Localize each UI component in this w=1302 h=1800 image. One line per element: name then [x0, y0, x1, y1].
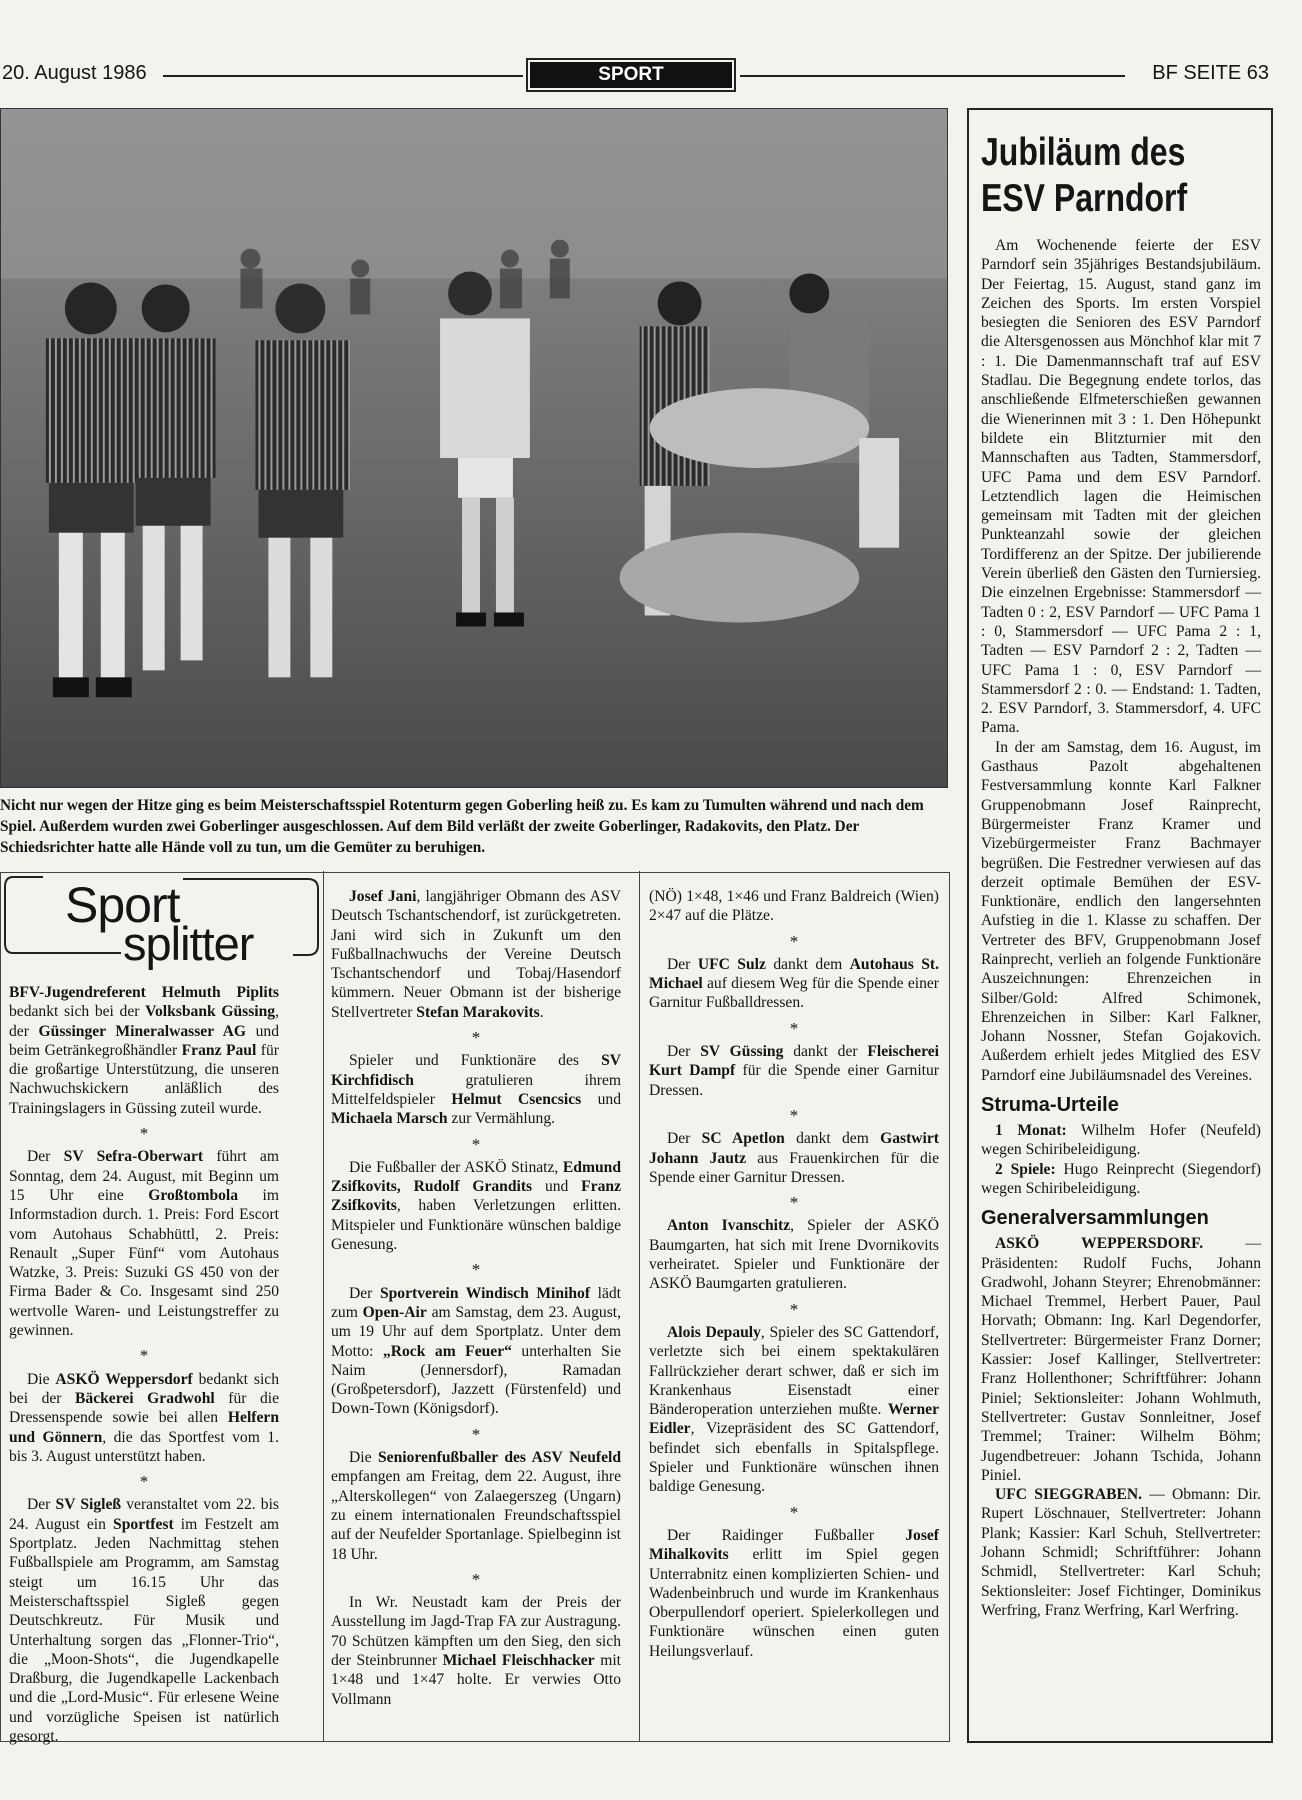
separator-star: *	[789, 1105, 799, 1125]
headline-line-1: Jubiläum des	[981, 131, 1186, 174]
article-9: Die Seniorenfußballer des ASV Neufeld empfangen am Freitag, dem 22. August, ihre „Alterskollegen“ von Zalaegerszeg (Ungarn) zu einem internationalen Freundschaftsspiel auf der Neufelder Sportanlage. Spielbeginn ist 18 Uhr.	[331, 1449, 621, 1563]
article-2: Der SV Sefra-Oberwart führt am Sonntag, dem 24. August, mit Beginn um 15 Uhr eine Großtombola im Informstadion durch. 1. Preis: Ford Escort vom Autohaus Schabhüttl, 2. Preis: Renault „Super Fünf“ vom Autohaus Watzke, 3. Preis: Suzuki GS 450 von der Firma Bader & Co. Insgesamt sind 250 wertvolle Waren- und Leistungstreffer zu gewinnen.	[9, 1148, 279, 1340]
article-1: BFV-Jugendreferent Helmuth Piplits bedankt sich bei der Volksbank Güssing, der Güssinger Mineralwasser AG und beim Getränkegroßhändler Franz Paul für die großartige Unterstützung, die unseren Nachwuchskickern anläßlich des Trainingslagers in Güssing zuteil wurde.	[9, 984, 279, 1117]
struma-list	[981, 1121, 1261, 1198]
article-11: Der UFC Sulz dankt dem Autohaus St. Michael auf diesem Weg für die Spende einer Garnitur Fußballdressen.	[649, 955, 939, 1012]
column-1	[9, 983, 279, 1746]
separator-star: *	[471, 1260, 481, 1280]
article-10-continued: (NÖ) 1×48, 1×46 und Franz Baldreich (Wien) 2×47 auf die Plätze.	[649, 888, 939, 925]
masthead	[0, 58, 1275, 98]
separator-star: *	[789, 1018, 799, 1038]
page-number: BF SEITE 63	[1152, 62, 1269, 84]
masthead-rule-left	[163, 75, 523, 77]
separator-star: *	[789, 1193, 799, 1213]
article-12: Der SV Güssing dankt der Fleischerei Kurt Dampf für die Spende einer Garnitur Dressen.	[649, 1043, 939, 1099]
article-7: Die Fußballer der ASKÖ Stinatz, Edmund Zsifkovits, Rudolf Grandits und Franz Zsifkovits, haben Verletzungen erlitten. Mitspieler und Funktionäre wünschen baldige Genesung.	[331, 1158, 622, 1254]
masthead-rule-right	[740, 75, 1125, 77]
logo-line-1: Sport	[65, 877, 180, 933]
sport-splitter-logo	[3, 873, 321, 969]
section-label-box	[526, 58, 736, 92]
right-column-box	[967, 108, 1273, 1743]
struma-item-1: 1 Monat: Wilhelm Hofer (Neufeld) wegen Schiribeleidigung.	[981, 1122, 1261, 1159]
article-8: Der Sportverein Windisch Minihof lädt zum Open-Air am Samstag, dem 23. August, um 19 Uhr auf dem Sportplatz. Unter dem Motto: „Rock am Feuer“ unterhalten Sie Naim (Jennersdorf), Ramadan (Großpetersdorf), Jazzett (Fürstenfeld) und Down-Town (Königsdorf).	[331, 1284, 621, 1418]
separator-star: *	[471, 1028, 481, 1048]
section-label: SPORT	[530, 62, 732, 88]
football-match-photo	[0, 108, 948, 788]
article-6: Spieler und Funktionäre des SV Kirchfidisch gratulieren ihrem Mittelfeldspieler Helmut Csencsics und Michaela Marsch zur Vermählung.	[331, 1052, 621, 1128]
logo-line-2: splitter	[123, 917, 254, 970]
article-13: Der SC Apetlon dankt dem Gastwirt Johann Jautz aus Frauenkirchen für die Spende einer Garnitur Dressen.	[649, 1130, 939, 1186]
separator-star: *	[139, 1124, 149, 1144]
column-3	[649, 887, 939, 1661]
article-10: In Wr. Neustadt kam der Preis der Ausstellung im Jagd-Trap FA zur Austragung. 70 Schützen kämpften um den Sieg, den sich der Steinbrunner Michael Fleischhacker mit 1×48 und 1×47 holte. Er verwies Otto Vollmann	[331, 1594, 621, 1708]
general-assembly-list	[981, 1234, 1261, 1620]
struma-heading: Struma-Urteile	[981, 1094, 1119, 1117]
jubilee-article	[981, 236, 1261, 1085]
article-3: Die ASKÖ Weppersdorf bedankt sich bei der Bäckerei Gradwohl für die Dressenspende sowie bei allen Helfern und Gönnern, die das Sportfest vom 1. bis 3. August unterstützt haben.	[9, 1370, 280, 1465]
separator-star: *	[139, 1346, 149, 1366]
separator-star: *	[139, 1472, 149, 1492]
separator-star: *	[789, 931, 799, 951]
separator-star: *	[789, 1299, 799, 1319]
article-15: Alois Depauly, Spieler des SC Gattendorf, verletzte sich bei einem spektakulären Fallrückzieher derart schwer, daß er sich im Krankenhaus Eisenstadt einer Bänderoperation unterziehen mußte. Werner Eidler, Vizepräsident des SC Gattendorf, befindet sich ebenfalls in Spitalspflege. Spieler und Funktionäre wünschen ihnen baldige Genesung.	[649, 1323, 939, 1496]
issue-date: 20. August 1986	[2, 62, 147, 84]
column-2	[331, 887, 621, 1709]
article-16: Der Raidinger Fußballer Josef Mihalkovits erlitt im Spiel gegen Unterrabnitz einen komplizierten Schien- und Wadenbeinbruch und wurde im Krankenhaus Oberpullendorf operiert. Spielerkollegen und Funktionäre wünschen einen guten Heilungsverlauf.	[649, 1526, 939, 1660]
column-rule-2	[639, 871, 640, 1741]
headline-line-2: ESV Parndorf	[981, 177, 1188, 220]
jubilee-paragraph-1: Am Wochenende feierte der ESV Parndorf sein 35jähriges Bestandsjubiläum. Der Feiertag, 15. August, stand ganz im Zeichen des Sports. Im ersten Vorspiel besiegten die Senioren des ESV Parndorf die Altersgenossen aus Mönchhof klar mit 7 : 1. Die Damenmannschaft traf auf ESV Stadlau. Die Begegnung endete torlos, das anschließende Elfmeterschießen gewannen die Wienerinnen mit 3 : 1. Den Höhepunkt bildete ein Blitzturnier mit den Mannschaften aus Tadten, Stammersdorf, UFC Pama und dem ESV Parndorf. Letztendlich lagen die Heimischen gemeinsam mit Tadten mit der gleichen Punkteanzahl sowie der gleichen Tordifferenz an der Spitze. Der jubilierende Verein überließ den Gästen den Turniersieg. Die einzelnen Ergebnisse: Stammersdorf — Tadten 0 : 2, ESV Parndorf — UFC Pama 1 : 0, Stammersdorf — UFC Pama 2 : 1, Tadten — ESV Parndorf 2 : 2, Tadten — UFC Pama 1 : 0, ESV Parndorf — Stammersdorf 2 : 0. — Endstand: 1. Tadten, 2. ESV Parndorf, 3. Stammersdorf, 4. UFC Pama.	[981, 237, 1261, 737]
separator-star: *	[789, 1502, 799, 1522]
separator-star: *	[471, 1569, 481, 1589]
column-rule-1	[323, 871, 324, 1741]
article-5: Josef Jani, langjähriger Obmann des ASV Deutsch Tschantschendorf, ist zurückgetreten. Jani wird sich in Zukunft um den Fußballnachwuchs der Vereine Deutsch Tschantschendorf und Tobaj/Hasendorf kümmern. Neuer Obmann ist der bisherige Stellvertreter Stefan Marakovits.	[331, 888, 621, 1021]
assembly-weppersdorf: ASKÖ WEPPERSDORF. — Präsidenten: Rudolf Fuchs, Johann Gradwohl, Johann Steyrer; Ehrenobmänner: Michael Tremmel, Herbert Pauer, Paul Horvath; Obmann: Ing. Karl Degendorfer, Stellvertreter: Bürgermeister Franz Dorner; Kassier: Josef Kallinger, Stellvertreter: Franz Hollenthoner; Schriftführer: Johann Piniel; Sektionsleiter: Johann Wohlmuth, Stellvertreter: Gustav Sonnleitner, Josef Tremmel; Trainer: Wilhelm Böhm; Jugendbetreuer: Johann Tschida, Johann Piniel.	[981, 1235, 1261, 1484]
headline	[981, 130, 1261, 222]
assembly-sieggraben: UFC SIEGGRABEN. — Obmann: Dir. Rupert Löschnauer, Stellvertreter: Johann Plank; Kassier: Karl Schuh, Stellvertreter: Johann Schmidl; Schriftführer: Johann Schmidl, Stellvertreter: Karl Schuh; Sektionsleiter: Josef Fichtinger, Dominikus Werfring, Franz Werfring, Karl Werfring.	[981, 1486, 1261, 1619]
jubilee-paragraph-2: In der am Samstag, dem 16. August, im Gasthaus Pazolt abgehaltenen Festversammlung konnte Karl Falkner Gruppenobmann Josef Rainprecht, Bürgermeister Franz Kramer und Vizebürgermeister Franz Bachmayer begrüßen. Die Festredner verwiesen auf das derzeit optimale Bemühen der ESV-Funktionäre, endlich den langersehnten Aufstieg in die 1. Klasse zu schaffen. Der Vertreter des BFV, Gruppenobmann Josef Rainprecht, verlieh an folgende Funktionäre Auszeichnungen: Ehrenzeichen in Silber/Gold: Alfred Schimonek, Ehrenzeichen in Silber: Karl Falkner, Johann Nossner, Stefan Gojakovich. Außerdem erhielt jedes Mitglied des ESV Parndorf eine Jubiläumsnadel des Vereines.	[981, 738, 1261, 1084]
separator-star: *	[471, 1134, 481, 1154]
sport-splitter-section	[0, 872, 950, 1745]
struma-item-2: 2 Spiele: Hugo Reinprecht (Siegendorf) wegen Schiribeleidigung.	[981, 1160, 1261, 1197]
general-assembly-heading: Generalversammlungen	[981, 1207, 1209, 1230]
article-4: Der SV Sigleß veranstaltet vom 22. bis 24. August ein Sportfest im Festzelt am Sportplatz. Jeden Nachmittag stehen Fußballspiele am Programm, am Samstag steigt um 16.15 Uhr das Meisterschaftsspiel Sigleß gegen Deutschkreutz. Für Musik und Unterhaltung sorgen das „Flonner-Trio“, die „Moon-Shots“, die Jugendkapelle Draßburg, die Jugendkapelle Lackenbach und die „Lord-Music“. Für erlesene Weine und vorzügliche Speisen ist natürlich gesorgt.	[9, 1496, 280, 1745]
photo-caption: Nicht nur wegen der Hitze ging es beim Meisterschaftsspiel Rotenturm gegen Goberling heiß zu. Es kam zu Tumulten während und nach dem Spiel. Außerdem wurden zwei Goberlinger ausgeschlossen. Auf dem Bild verläßt der zweite Goberlinger, Radakovits, den Platz. Der Schiedsrichter hatte alle Hände voll zu tun, um die Gemüter zu beruhigen.	[0, 797, 924, 856]
article-14: Anton Ivanschitz, Spieler der ASKÖ Baumgarten, hat sich mit Irene Dvornikovits verheiratet. Spieler und Funktionäre der ASKÖ Baumgarten gratulieren.	[649, 1217, 939, 1293]
photo-illustration	[1, 109, 947, 787]
separator-star: *	[471, 1424, 481, 1444]
